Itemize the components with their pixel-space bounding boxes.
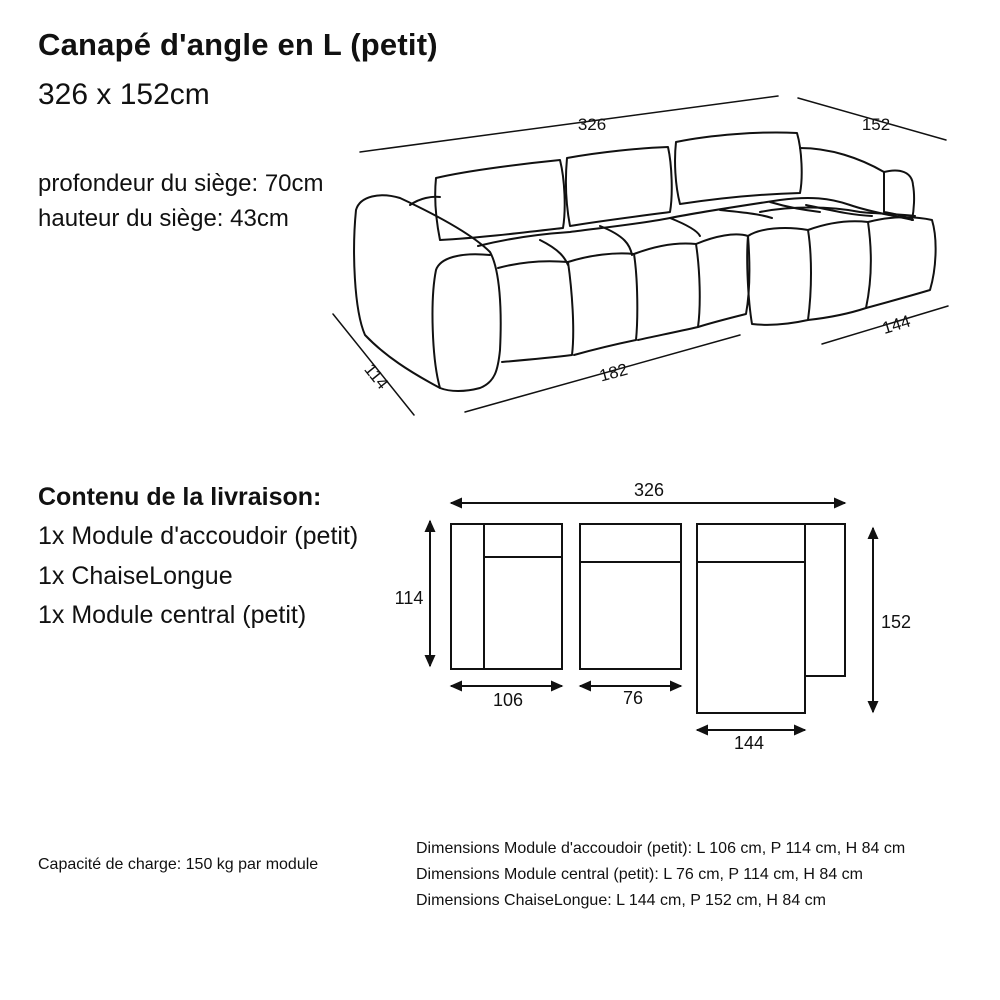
dim-label-chaise-width: 144 <box>880 311 913 338</box>
plan-label-chaise-depth: 152 <box>880 612 912 632</box>
load-capacity: Capacité de charge: 150 kg par module <box>38 856 319 873</box>
dimensions-central: Dimensions Module central (petit): L 76 cm, P 114 cm, H 84 cm <box>416 866 863 883</box>
plan-chaise-module <box>697 524 805 713</box>
dim-label-sofa-depth: 114 <box>360 360 393 394</box>
chaise-block-3 <box>866 217 936 308</box>
page-title: Canapé d'angle en L (petit) <box>38 27 438 62</box>
plan-central-module <box>580 524 681 669</box>
plan-label-armrest-depth: 114 <box>394 588 424 608</box>
contents-item-armrest: 1x Module d'accoudoir (petit) <box>38 522 359 550</box>
seat-block-2 <box>568 253 637 355</box>
seat-height-spec: hauteur du siège: 43cm <box>38 205 289 232</box>
plan-label-armrest-width: 106 <box>492 690 524 710</box>
back-cushion-middle <box>566 147 672 226</box>
plan-label-central-width: 76 <box>622 688 644 708</box>
back-cushion-left <box>435 160 564 240</box>
contents-item-chaise: 1x ChaiseLongue <box>38 562 233 590</box>
page-subtitle: 326 x 152cm <box>38 78 210 111</box>
dimensions-armrest: Dimensions Module d'accoudoir (petit): L 106 cm, P 114 cm, H 84 cm <box>416 840 906 857</box>
seat-block-3 <box>634 243 700 340</box>
dim-label-total-width: 326 <box>577 115 607 134</box>
dim-label-chaise-depth: 152 <box>861 115 891 134</box>
plan-label-chaise-width: 144 <box>733 733 765 753</box>
seat-depth-spec: profondeur du siège: 70cm <box>38 170 324 197</box>
back-cushion-right <box>675 132 802 204</box>
right-armrest <box>884 171 914 220</box>
chaise-block-1 <box>747 228 811 325</box>
seat-block-4 <box>696 234 749 327</box>
chaise-block-2 <box>808 221 871 320</box>
dim-line-total-width <box>360 96 778 152</box>
dim-label-sofa-width: 182 <box>597 359 630 386</box>
contents-item-central: 1x Module central (petit) <box>38 601 307 629</box>
seat-block-1 <box>498 261 573 362</box>
plan-chaise-armrest <box>805 524 845 676</box>
plan-label-total-width: 326 <box>633 480 665 500</box>
module-dimensions <box>416 836 905 914</box>
plan-armrest-module <box>451 524 562 669</box>
dimensions-chaise: Dimensions ChaiseLongue: L 144 cm, P 152 cm, H 84 cm <box>416 892 826 909</box>
contents-heading: Contenu de la livraison: <box>38 483 322 511</box>
